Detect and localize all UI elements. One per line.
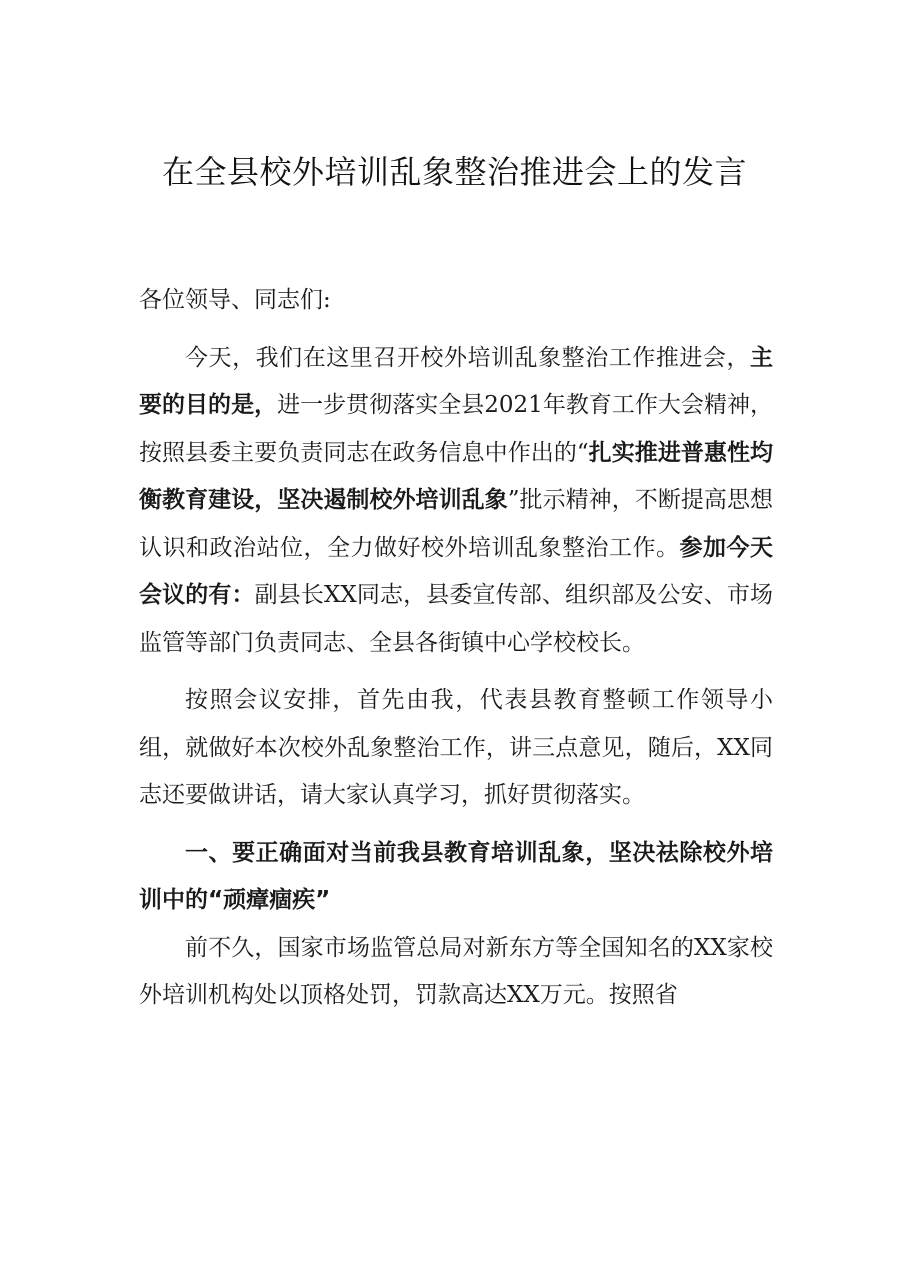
intro-text-4: 副县长XX同志，县委宣传部、组织部及公安、市场监管等部门负责同志、全县各街镇中心学校校长。: [139, 582, 773, 656]
document-title: 在全县校外培训乱象整治推进会上的发言: [161, 153, 747, 191]
section-heading-1: 一、要正确面对当前我县教育培训乱象，坚决祛除校外培训中的“顽瘴痼疾”: [139, 839, 773, 913]
paragraph-arrangement: 按照会议安排，首先由我，代表县教育整顿工作领导小组，就做好本次校外乱象整治工作，讲三点意见，随后，XX同志还要做讲话，请大家认真学习，抓好贯彻落实。: [139, 687, 773, 808]
document-body: [139, 277, 773, 1020]
intro-text-3: ”批示精神，不断提高思想认识和政治站位，全力做好校外培训乱象整治工作。: [139, 487, 773, 561]
intro-emphasis-directive: 扎实推进普惠性均衡教育建设，坚决遏制校外培训乱象: [139, 439, 774, 513]
intro-text-1: 今天，我们在这里召开校外培训乱象整治工作推进会，: [185, 344, 750, 371]
intro-text-2: 进一步贯彻落实全县2021年教育工作大会精神，按照县委主要负责同志在政务信息中作出的“: [139, 392, 773, 466]
paragraph-intro: [139, 335, 773, 668]
intro-emphasis-purpose: 主要的目的是，: [139, 344, 773, 418]
intro-emphasis-attendees: 参加今天会议的有：: [139, 534, 773, 608]
paragraph-section-1: 前不久，国家市场监管总局对新东方等全国知名的XX家校外培训机构处以顶格处罚，罚款高达XX万元。按照省: [139, 934, 773, 1008]
salutation: 各位领导、同志们:: [139, 287, 331, 313]
